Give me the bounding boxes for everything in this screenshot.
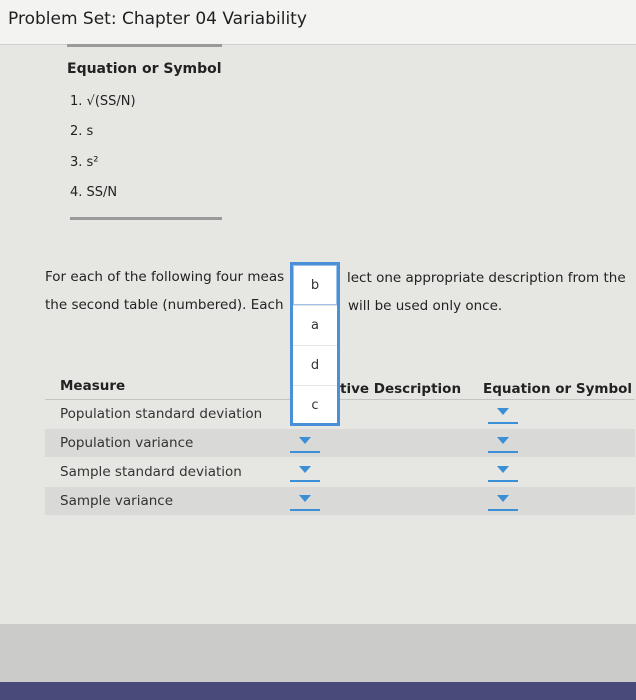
column-header-measure: Measure — [60, 378, 126, 394]
equation-item-1: 1. √(SS/N) — [70, 94, 136, 109]
table-row-population-variance — [45, 429, 635, 457]
equation-dropdown-row1[interactable] — [488, 402, 518, 424]
instructions-line2-right: will be used only once. — [348, 298, 503, 314]
instructions-line1-right: lect one appropriate description from the — [347, 270, 626, 286]
measure-label: Population variance — [60, 435, 194, 451]
chevron-down-icon — [497, 408, 509, 415]
equation-table-bottom-rule — [70, 217, 222, 220]
measure-label: Sample standard deviation — [60, 464, 242, 480]
chevron-down-icon — [299, 437, 311, 444]
chevron-down-icon — [299, 495, 311, 502]
equation-item-2: 2. s — [70, 124, 94, 139]
description-dropdown-row3[interactable] — [290, 460, 320, 482]
chevron-down-icon — [497, 495, 509, 502]
dropdown-option-a[interactable]: a — [293, 305, 337, 346]
measure-label: Population standard deviation — [60, 406, 263, 422]
instructions-line1-left: For each of the following four meas — [45, 269, 285, 285]
instructions-line2-left: the second table (numbered). Each — [45, 297, 284, 313]
bottom-bar — [0, 682, 636, 700]
page-header — [0, 0, 636, 45]
description-dropdown-row4[interactable] — [290, 489, 320, 511]
dropdown-option-c[interactable]: c — [293, 385, 337, 426]
equation-table-top-rule — [67, 44, 222, 47]
description-dropdown-row2[interactable] — [290, 431, 320, 453]
equation-dropdown-row4[interactable] — [488, 489, 518, 511]
column-header-description: tive Description — [340, 381, 462, 397]
table-row-population-sd — [45, 400, 635, 428]
description-dropdown-popup[interactable] — [290, 262, 340, 426]
equation-dropdown-row2[interactable] — [488, 431, 518, 453]
chevron-down-icon — [299, 466, 311, 473]
chevron-down-icon — [497, 466, 509, 473]
equation-table-heading: Equation or Symbol — [67, 61, 222, 77]
chevron-down-icon — [497, 437, 509, 444]
dropdown-option-b[interactable]: b — [293, 265, 337, 305]
page-title: Problem Set: Chapter 04 Variability — [8, 9, 307, 29]
measure-label: Sample variance — [60, 493, 174, 509]
table-row-sample-variance — [45, 487, 635, 515]
column-header-equation: Equation or Symbol — [483, 381, 633, 397]
equation-dropdown-row3[interactable] — [488, 460, 518, 482]
page-footer-area — [0, 624, 636, 682]
equation-item-4: 4. SS/N — [70, 185, 118, 200]
dropdown-option-d[interactable]: d — [293, 345, 337, 386]
equation-item-3: 3. s² — [70, 155, 99, 170]
table-row-sample-sd — [45, 458, 635, 486]
